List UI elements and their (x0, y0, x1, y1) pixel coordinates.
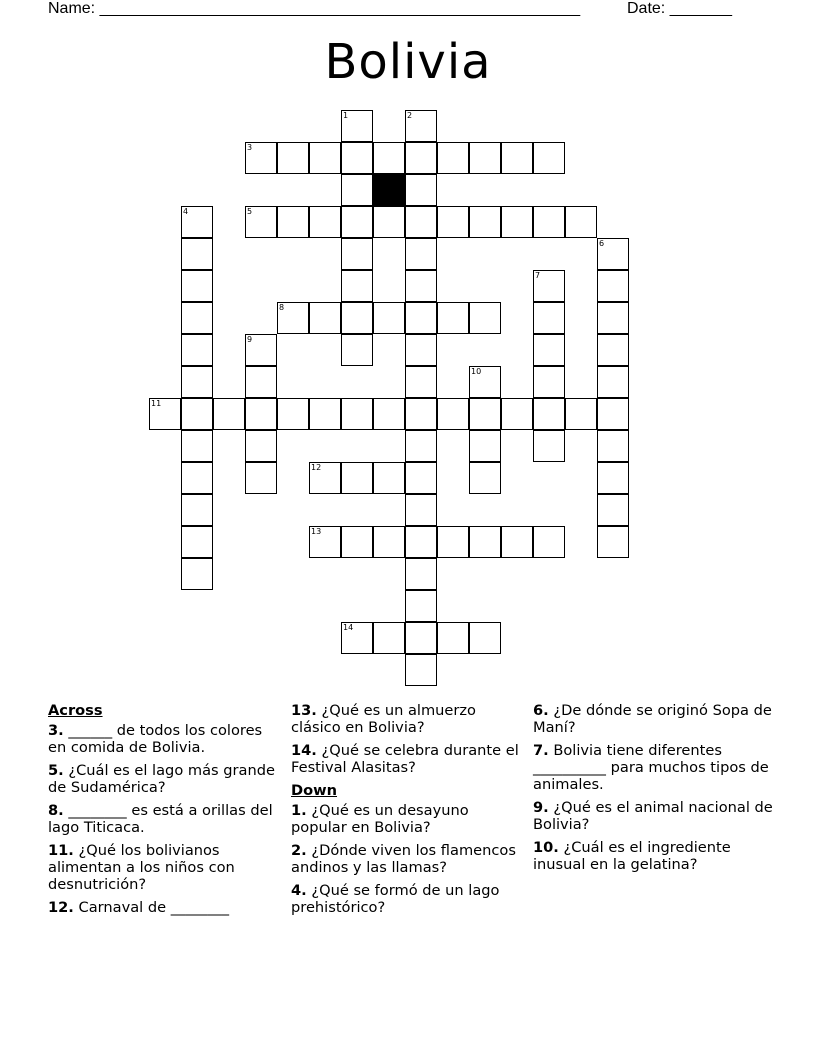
crossword-cell[interactable] (597, 366, 629, 398)
crossword-cell[interactable] (405, 558, 437, 590)
crossword-cell[interactable] (437, 142, 469, 174)
crossword-cell[interactable] (565, 398, 597, 430)
across-clue-8: 8. ________ es está a orillas del lago Titicaca. (48, 802, 273, 836)
crossword-cell[interactable] (341, 462, 373, 494)
crossword-cell[interactable] (309, 302, 341, 334)
clue-number: 6 (599, 239, 605, 248)
crossword-cell[interactable] (405, 654, 437, 686)
crossword-cell[interactable] (181, 558, 213, 590)
date-field-label: Date: _______ (627, 0, 732, 17)
down-clue-1: 1. ¿Qué es un desayuno popular en Bolivia? (291, 802, 469, 836)
crossword-cell[interactable] (181, 494, 213, 526)
clue-number: 14 (343, 623, 354, 632)
crossword-cell[interactable] (245, 398, 277, 430)
crossword-cell[interactable] (245, 366, 277, 398)
down-clue-4: 4. ¿Qué se formó de un lago prehistórico? (291, 882, 500, 916)
across-clue-13: 13. ¿Qué es un almuerzo clásico en Bolivia? (291, 702, 476, 736)
crossword-cell[interactable] (373, 462, 405, 494)
crossword-cell[interactable] (309, 142, 341, 174)
crossword-cell[interactable] (405, 206, 437, 238)
clue-number: 7 (535, 271, 541, 280)
crossword-cell[interactable] (597, 238, 629, 270)
crossword-cell[interactable] (533, 334, 565, 366)
clues-column-2 (291, 702, 527, 922)
clue-number: 2 (407, 111, 413, 120)
crossword-cell[interactable] (469, 430, 501, 462)
crossword-cell[interactable] (373, 398, 405, 430)
crossword-cell[interactable] (341, 174, 373, 206)
clue-number: 10 (471, 367, 482, 376)
crossword-cell[interactable] (341, 398, 373, 430)
clue-number: 1 (343, 111, 349, 120)
page-title: Bolivia (324, 34, 492, 90)
crossword-cell[interactable] (501, 206, 533, 238)
crossword-cell[interactable] (341, 270, 373, 302)
down-heading: Down (291, 782, 338, 799)
crossword-cell[interactable] (533, 430, 565, 462)
crossword-cell[interactable] (469, 366, 501, 398)
crossword-cell[interactable] (181, 398, 213, 430)
crossword-cell[interactable] (469, 526, 501, 558)
crossword-cell[interactable] (181, 430, 213, 462)
crossword-cell[interactable] (373, 526, 405, 558)
across-heading: Across (48, 702, 103, 719)
clue-number: 4 (183, 207, 189, 216)
down-clue-2: 2. ¿Dónde viven los flamencos andinos y las llamas? (291, 842, 516, 876)
crossword-cell[interactable] (501, 398, 533, 430)
crossword-cell[interactable] (469, 398, 501, 430)
crossword-cell[interactable] (341, 238, 373, 270)
down-clue-6: 6. ¿De dónde se originó Sopa de Maní? (533, 702, 772, 736)
crossword-cell[interactable] (405, 526, 437, 558)
crossword-cell[interactable] (437, 526, 469, 558)
crossword-cell[interactable] (277, 142, 309, 174)
crossword-cell[interactable] (405, 398, 437, 430)
down-clue-7: 7. Bolivia tiene diferentes __________ para muchos tipos de animales. (533, 742, 769, 793)
crossword-cell[interactable] (341, 206, 373, 238)
crossword-cell[interactable] (597, 334, 629, 366)
crossword-cell[interactable] (405, 142, 437, 174)
crossword-cell[interactable] (181, 206, 213, 238)
crossword-cell[interactable] (469, 142, 501, 174)
crossword-cell[interactable] (373, 142, 405, 174)
crossword-cell[interactable] (213, 398, 245, 430)
crossword-cell[interactable] (405, 590, 437, 622)
crossword-cell[interactable] (437, 302, 469, 334)
crossword-cell[interactable] (373, 302, 405, 334)
crossword-cell[interactable] (533, 366, 565, 398)
down-clue-10: 10. ¿Cuál es el ingrediente inusual en la gelatina? (533, 839, 731, 873)
crossword-cell[interactable] (597, 526, 629, 558)
crossword-cell[interactable] (309, 206, 341, 238)
crossword-cell[interactable] (373, 622, 405, 654)
crossword-black-cell (373, 174, 405, 206)
crossword-cell[interactable] (181, 366, 213, 398)
crossword-cell[interactable] (149, 398, 181, 430)
crossword-cell[interactable] (533, 142, 565, 174)
crossword-cell[interactable] (405, 302, 437, 334)
crossword-cell[interactable] (469, 206, 501, 238)
crossword-cell[interactable] (277, 206, 309, 238)
crossword-cell[interactable] (341, 142, 373, 174)
across-clue-14: 14. ¿Qué se celebra durante el Festival Alasitas? (291, 742, 519, 776)
crossword-cell[interactable] (533, 270, 565, 302)
crossword-cell[interactable] (341, 302, 373, 334)
clue-number: 8 (279, 303, 285, 312)
crossword-cell[interactable] (501, 142, 533, 174)
name-field-label: Name: ______________________________________________________ (48, 0, 581, 17)
crossword-cell[interactable] (533, 206, 565, 238)
crossword-cell[interactable] (245, 206, 277, 238)
crossword-cell[interactable] (597, 302, 629, 334)
crossword-cell[interactable] (405, 174, 437, 206)
crossword-cell[interactable] (341, 110, 373, 142)
clue-number: 12 (311, 463, 322, 472)
crossword-cell[interactable] (405, 462, 437, 494)
across-clue-11: 11. ¿Qué los bolivianos alimentan a los niños con desnutrición? (48, 842, 235, 893)
crossword-cell[interactable] (309, 526, 341, 558)
crossword-cell[interactable] (277, 302, 309, 334)
crossword-cell[interactable] (277, 398, 309, 430)
across-clue-12: 12. Carnaval de ________ (48, 899, 230, 916)
crossword-cell[interactable] (469, 302, 501, 334)
clue-number: 3 (247, 143, 253, 152)
crossword-cell[interactable] (597, 430, 629, 462)
crossword-cell[interactable] (181, 462, 213, 494)
crossword-cell[interactable] (181, 526, 213, 558)
crossword-cell[interactable] (341, 526, 373, 558)
crossword-cell[interactable] (245, 142, 277, 174)
clues-column-3 (533, 702, 773, 879)
crossword-cell[interactable] (405, 430, 437, 462)
clue-number: 13 (311, 527, 322, 536)
crossword-cell[interactable] (405, 366, 437, 398)
crossword-cell[interactable] (565, 206, 597, 238)
crossword-cell[interactable] (469, 622, 501, 654)
crossword-cell[interactable] (309, 398, 341, 430)
crossword-cell[interactable] (181, 334, 213, 366)
crossword-cell[interactable] (405, 494, 437, 526)
crossword-cell[interactable] (181, 302, 213, 334)
crossword-cell[interactable] (405, 622, 437, 654)
clues-column-1 (48, 702, 284, 922)
crossword-cell[interactable] (181, 270, 213, 302)
crossword-cell[interactable] (245, 334, 277, 366)
crossword-cell[interactable] (341, 334, 373, 366)
crossword-cell[interactable] (405, 110, 437, 142)
crossword-cell[interactable] (597, 270, 629, 302)
crossword-cell[interactable] (597, 494, 629, 526)
crossword-cell[interactable] (309, 462, 341, 494)
crossword-cell[interactable] (597, 462, 629, 494)
crossword-cell[interactable] (245, 462, 277, 494)
crossword-cell[interactable] (341, 622, 373, 654)
clue-number: 9 (247, 335, 253, 344)
crossword-cell[interactable] (533, 302, 565, 334)
clue-number: 5 (247, 207, 253, 216)
clue-number: 11 (151, 399, 162, 408)
crossword-cell[interactable] (373, 206, 405, 238)
crossword-cell[interactable] (533, 526, 565, 558)
crossword-cell[interactable] (437, 622, 469, 654)
down-clue-9: 9. ¿Qué es el animal nacional de Bolivia? (533, 799, 773, 833)
across-clue-3: 3. ______ de todos los colores en comida de Bolivia. (48, 722, 263, 756)
crossword-cell[interactable] (245, 430, 277, 462)
crossword-cell[interactable] (437, 398, 469, 430)
crossword-cell[interactable] (405, 334, 437, 366)
crossword-cell[interactable] (533, 398, 565, 430)
crossword-cell[interactable] (405, 270, 437, 302)
crossword-cell[interactable] (405, 238, 437, 270)
across-clue-5: 5. ¿Cuál es el lago más grande de Sudamérica? (48, 762, 275, 796)
crossword-cell[interactable] (469, 462, 501, 494)
crossword-cell[interactable] (437, 206, 469, 238)
crossword-cell[interactable] (181, 238, 213, 270)
crossword-cell[interactable] (597, 398, 629, 430)
crossword-cell[interactable] (501, 526, 533, 558)
